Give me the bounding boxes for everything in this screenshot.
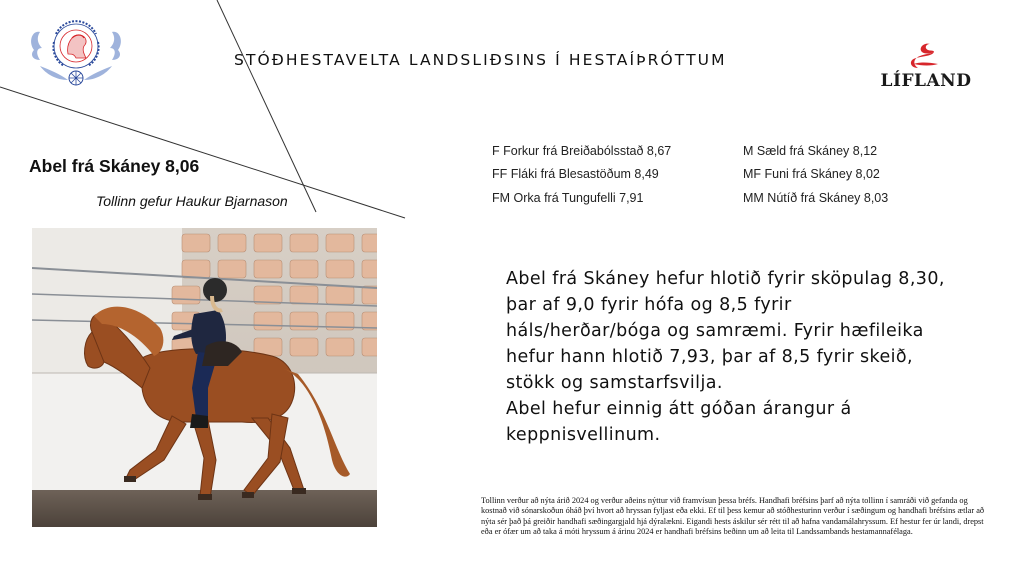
pedigree-sire-sire: FF Fláki frá Blesastöðum 8,49 <box>492 167 659 181</box>
horse-name-score: Abel frá Skáney 8,06 <box>29 156 200 176</box>
lifland-logo-icon <box>878 42 974 94</box>
pedigree-sire: F Forkur frá Breiðabólsstað 8,67 <box>492 144 672 158</box>
pedigree-sire-dam: FM Orka frá Tungufelli 7,91 <box>492 191 644 205</box>
brand-name: LÍFLAND <box>880 71 972 91</box>
pedigree-dam-sire: MF Funi frá Skáney 8,02 <box>743 167 880 181</box>
pedigree-dam: M Sæld frá Skáney 8,12 <box>743 144 878 158</box>
description-paragraph-1: Abel frá Skáney hefur hlotið fyrir sköpulag 8,30, þar af 9,0 fyrir hófa og 8,5 fyrir háls/herðar/bóga og samræmi. Fyrir hæfileika hefur hann hlotið 7,93, þar af 8,5 fyrir skeið, stökk og samstarfsvilja. <box>506 269 945 393</box>
horse-description <box>506 266 946 448</box>
pedigree-dam-dam: MM Nútíð frá Skáney 8,03 <box>743 191 889 205</box>
donor-line: Tollinn gefur Haukur Bjarnason <box>96 193 288 209</box>
horse-photo <box>32 228 377 527</box>
terms-fineprint: Tollinn verður að nýta árið 2024 og verður aðeins nýttur við framvísun þessa bréfs. Handhafi bréfsins þarf að nýta tollinn í samráði við gefanda og kostnað við sónarskoðun óháð því hvort að hryssan fyljast eða ekki. Ef til þess kemur að stóðhesturinn verður í sæðingum og handhafi bréfsins ætlar að nýta sér það þá greiðir handhafi sæðingargjald hjá dýralækni. Eigandi hests áskilur sér rétt til að hafna vandamálahryssum. Ef hestur fer úr landi, drepst eða er ófær um að taka á móti hryssum á árinu 2024 er handhafi bréfsins beðinn um að leita til Landssambands hestamannafélaga. <box>481 496 985 537</box>
page-title: STÓÐHESTAVELTA LANDSLIÐSINS Í HESTAÍÞRÓTTUM <box>234 51 727 69</box>
description-paragraph-2: Abel hefur einnig átt góðan árangur á keppnisvellinum. <box>506 399 852 445</box>
lh-logo-icon <box>26 14 126 92</box>
